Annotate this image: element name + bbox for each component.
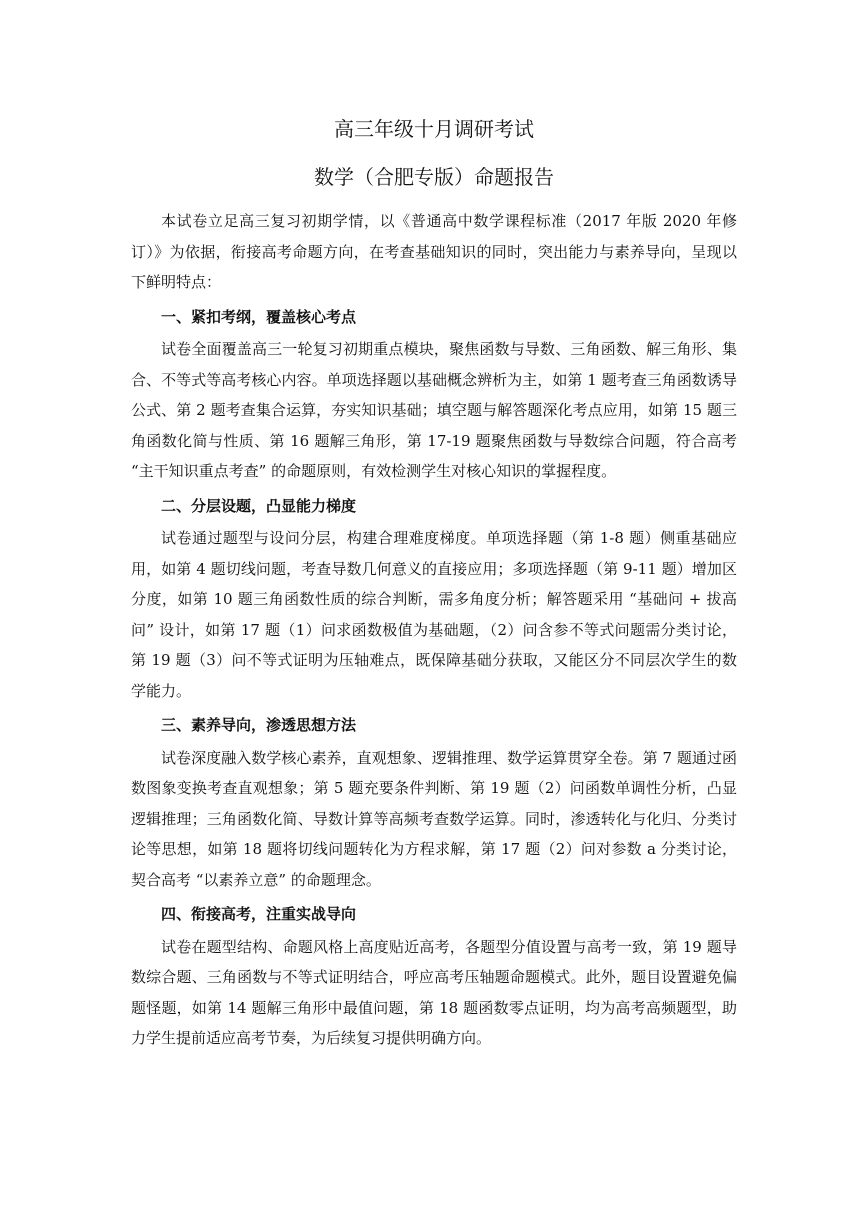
document-subtitle: 数学（合肥专版）命题报告 xyxy=(314,165,554,189)
section-body: 试卷深度融入数学核心素养，直观想象、逻辑推理、数学运算贯穿全卷。第 7 题通过函数图象变换考查直观想象；第 5 题充要条件判断、第 19 题（2）问函数单调性分析，凸显逻辑推理；三角函数化简、导数计算等高频考查数学运算。同时，渗透转化与化归、分类讨论等思想，如第 18 题将切线问题转化为方程求解，第 17 题（2）问对参数 a 分类讨论，契合高考 “以素养立意” 的命题理念。 xyxy=(131,748,737,889)
section-heading: 一、紧扣考纲，覆盖核心考点 xyxy=(161,307,357,326)
section-1 xyxy=(131,302,737,487)
section-body: 试卷全面覆盖高三一轮复习初期重点模块，聚焦函数与导数、三角函数、解三角形、集合、不等式等高考核心内容。单项选择题以基础概念辨析为主，如第 1 题考查三角函数诱导公式、第 2 题考查集合运算，夯实知识基础；填空题与解答题深化考点应用，如第 15 题三角函数化简与性质、第 16 题解三角形，第 17-19 题聚焦函数与导数综合问题，符合高考 “主干知识重点考查” 的命题原则，有效检测学生对核心知识的掌握程度。 xyxy=(131,340,737,480)
section-heading: 四、衔接高考，注重实战导向 xyxy=(161,905,357,923)
section-body: 试卷在题型结构、命题风格上高度贴近高考，各题型分值设置与高考一致，第 19 题导数综合题、三角函数与不等式证明结合，呼应高考压轴题命题模式。此外，题目设置避免偏题怪题，如第 14 题解三角形中最值问题，第 18 题函数零点证明，均为高考高频题型，助力学生提前适应高考节奏，为后续复习提供明确方向。 xyxy=(131,937,737,1047)
section-body: 试卷通过题型与设问分层，构建合理难度梯度。单项选择题（第 1-8 题）侧重基础应用，如第 4 题切线问题，考查导数几何意义的直接应用；多项选择题（第 9-11 题）增加区分度，如第 10 题三角函数性质的综合判断，需多角度分析；解答题采用 “基础问 + 拔高问” 设计，如第 17 题（1）问求函数极值为基础题，（2）问含参不等式问题需分类讨论，第 19 题（3）问不等式证明为压轴难点，既保障基础分获取，又能区分不同层次学生的数学能力。 xyxy=(131,529,737,700)
document-title: 高三年级十月调研考试 xyxy=(334,117,534,141)
section-2 xyxy=(131,491,737,707)
intro-paragraph: 本试卷立足高三复习初期学情，以《普通高中数学课程标准（2017 年版 2020 年修订）》为依据，衔接高考命题方向，在考查基础知识的同时，突出能力与素养导向，呈现以下鲜明特点： xyxy=(131,212,737,291)
section-4 xyxy=(131,899,737,1054)
document-content xyxy=(131,112,737,1054)
section-heading: 三、素养导向，渗透思想方法 xyxy=(161,716,357,734)
section-3 xyxy=(131,710,737,895)
section-heading: 二、分层设题，凸显能力梯度 xyxy=(161,496,357,515)
